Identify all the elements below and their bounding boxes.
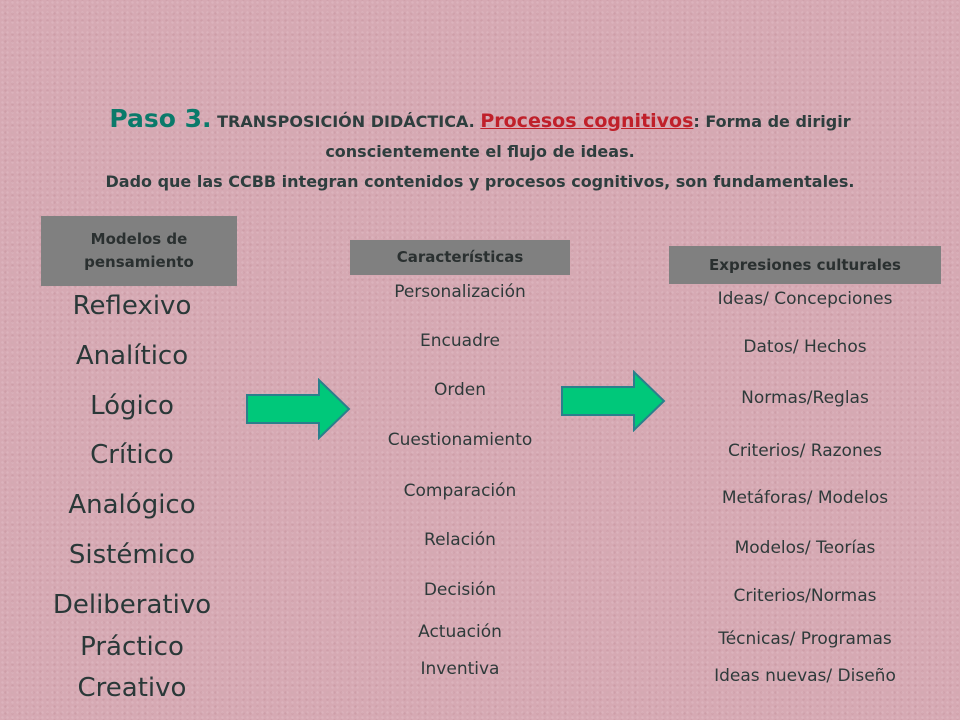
features-header [350,240,570,275]
title-heading: TRANSPOSICIÓN DIDÁCTICA. [217,112,475,131]
expressions-header [669,246,941,284]
model-item: Reflexivo [72,291,192,321]
title-line-3: Dado que las CCBB integran contenidos y procesos cognitivos, son fundamentales. [105,172,855,191]
model-item: Analítico [75,341,189,371]
expression-item: Criterios/ Razones [727,441,883,461]
expression-item: Ideas/ Concepciones [717,289,893,309]
expression-item: Datos/ Hechos [743,337,867,357]
model-item: Lógico [90,391,174,421]
model-item: Creativo [77,673,187,703]
title-line-1 [20,104,940,137]
slide-title [20,104,940,197]
expressions-header-label: Expresiones culturales [709,255,901,274]
expression-item: Normas/Reglas [741,388,869,408]
model-item: Sistémico [68,540,196,570]
step-label: Paso 3. [109,104,212,133]
model-item: Deliberativo [52,590,212,620]
model-item: Analógico [68,490,196,520]
arrow-right-icon [560,370,666,432]
expression-item: Ideas nuevas/ Diseño [714,666,896,686]
arrow-right-icon [245,378,351,440]
title-rest: : Forma de dirigir [693,112,851,131]
feature-item: Personalización [394,282,526,302]
models-header-label: Modelos de pensamiento [84,230,194,271]
expression-item: Metáforas/ Modelos [721,488,889,508]
feature-item: Relación [424,530,496,550]
title-line-2: conscientemente el flujo de ideas. [325,142,635,161]
expression-item: Técnicas/ Programas [718,629,892,649]
feature-item: Comparación [403,481,517,501]
feature-item: Inventiva [420,659,500,679]
expression-item: Criterios/Normas [733,586,877,606]
model-item: Práctico [80,632,184,662]
feature-item: Orden [433,380,487,400]
models-header [41,216,237,286]
model-item: Crítico [90,440,174,470]
feature-item: Encuadre [420,331,500,351]
features-header-label: Características [396,248,524,266]
expression-item: Modelos/ Teorías [734,538,876,558]
feature-item: Decisión [423,580,497,600]
feature-item: Actuación [418,622,502,642]
process-link[interactable]: Procesos cognitivos [480,110,694,132]
feature-item: Cuestionamiento [387,430,533,450]
